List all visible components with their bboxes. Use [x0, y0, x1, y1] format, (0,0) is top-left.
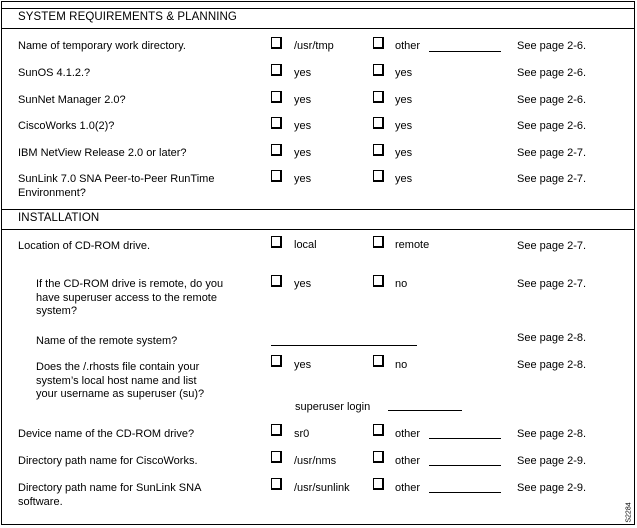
checkbox-yes-alt[interactable] — [373, 117, 384, 129]
row-label-sunlink — [18, 173, 214, 200]
row-label-superuser-access — [36, 278, 223, 319]
row-label-sunos: SunOS 4.1.2.? — [18, 67, 91, 79]
option-label: yes — [395, 67, 413, 79]
checkbox-no[interactable] — [373, 355, 384, 367]
section-title: INSTALLATION — [18, 212, 100, 224]
label-line: SunLink 7.0 SNA Peer-to-Peer RunTime — [18, 173, 215, 185]
option-label: yes — [395, 173, 413, 185]
checkbox-other[interactable] — [373, 424, 384, 436]
checkbox-remote[interactable] — [373, 236, 384, 248]
option-label: no — [395, 359, 408, 371]
option-label: remote — [395, 239, 430, 251]
option-label: yes — [395, 147, 413, 159]
other-input-line[interactable] — [429, 51, 501, 52]
checkbox-yes-alt[interactable] — [373, 144, 384, 156]
row-label-temp-dir: Name of temporary work directory. — [18, 40, 186, 52]
superuser-login-label: superuser login — [295, 401, 371, 413]
checkbox-yes-alt[interactable] — [373, 170, 384, 182]
figure-code-text: S2284 — [625, 502, 633, 523]
option-label: yes — [294, 278, 312, 290]
checkbox-yes[interactable] — [271, 64, 282, 76]
checkbox-other[interactable] — [373, 451, 384, 463]
other-input-line[interactable] — [429, 465, 501, 466]
option-label: no — [395, 278, 408, 290]
checkbox-yes[interactable] — [271, 117, 282, 129]
label-line: have superuser access to the remote — [36, 291, 217, 304]
checkbox-usr-nms[interactable] — [271, 451, 282, 463]
label-line: Does the /.rhosts file contain your — [36, 361, 200, 373]
option-label: sr0 — [294, 428, 310, 440]
label-line: Environment? — [18, 186, 86, 199]
page-reference: See page 2-7. — [517, 278, 587, 290]
option-label: yes — [294, 359, 312, 371]
page-reference: See page 2-9. — [517, 482, 587, 494]
option-label: yes — [294, 120, 312, 132]
option-label: other — [395, 428, 421, 440]
label-line: software. — [18, 495, 63, 508]
checkbox-sr0[interactable] — [271, 424, 282, 436]
page-reference: See page 2-8. — [517, 332, 587, 344]
checkbox-yes[interactable] — [271, 144, 282, 156]
page-reference: See page 2-6. — [517, 40, 587, 52]
page-reference: See page 2-7. — [517, 240, 587, 252]
page-reference: See page 2-6. — [517, 94, 587, 106]
page-reference: See page 2-6. — [517, 67, 587, 79]
option-label: /usr/nms — [294, 455, 337, 467]
checkbox-other[interactable] — [373, 37, 384, 49]
checkbox-yes[interactable] — [271, 275, 282, 287]
option-label: yes — [294, 94, 312, 106]
remote-system-input-line[interactable] — [271, 345, 417, 346]
row-label-sunnet: SunNet Manager 2.0? — [18, 94, 126, 106]
option-label: /usr/tmp — [294, 40, 334, 52]
row-label-remote-system: Name of the remote system? — [36, 335, 178, 347]
option-label: yes — [395, 94, 413, 106]
row-label-cdrom-location: Location of CD-ROM drive. — [18, 240, 151, 252]
checkbox-local[interactable] — [271, 236, 282, 248]
section-header-installation — [2, 209, 634, 230]
label-line: your username as superuser (su)? — [36, 388, 205, 400]
page-reference: See page 2-7. — [517, 147, 587, 159]
option-label: yes — [294, 67, 312, 79]
page-reference: See page 2-9. — [517, 455, 587, 467]
checkbox-yes-alt[interactable] — [373, 91, 384, 103]
section-header-system-requirements — [2, 8, 634, 29]
option-label: yes — [294, 173, 312, 185]
option-label: other — [395, 40, 421, 52]
option-label: yes — [395, 120, 413, 132]
page-reference: See page 2-7. — [517, 173, 587, 185]
row-label-rhosts — [36, 361, 204, 402]
other-input-line[interactable] — [429, 438, 501, 439]
checkbox-no[interactable] — [373, 275, 384, 287]
page-reference: See page 2-6. — [517, 120, 587, 132]
row-label-cdrom-device: Device name of the CD-ROM drive? — [18, 428, 195, 440]
option-label: other — [395, 455, 421, 467]
label-line: system? — [36, 305, 77, 317]
row-label-ciscoworks: CiscoWorks 1.0(2)? — [18, 120, 115, 132]
row-label-ciscoworks-path: Directory path name for CiscoWorks. — [18, 455, 198, 467]
option-label: local — [294, 239, 317, 251]
label-line: system’s local host name and list — [36, 374, 197, 387]
section-title: SYSTEM REQUIREMENTS & PLANNING — [18, 11, 237, 23]
option-label: /usr/sunlink — [294, 482, 350, 494]
checkbox-yes[interactable] — [271, 355, 282, 367]
label-line: Directory path name for SunLink SNA — [18, 482, 202, 494]
checkbox-yes-alt[interactable] — [373, 64, 384, 76]
checkbox-yes[interactable] — [271, 91, 282, 103]
page-reference: See page 2-8. — [517, 359, 587, 371]
row-label-netview: IBM NetView Release 2.0 or later? — [18, 147, 187, 159]
figure-code — [626, 503, 635, 525]
checkbox-yes[interactable] — [271, 170, 282, 182]
row-label-sunlink-path — [18, 482, 201, 509]
checkbox-usr-tmp[interactable] — [271, 37, 282, 49]
option-label: yes — [294, 147, 312, 159]
label-line: If the CD-ROM drive is remote, do you — [36, 278, 224, 290]
planning-worksheet — [1, 1, 635, 525]
checkbox-other[interactable] — [373, 478, 384, 490]
other-input-line[interactable] — [429, 492, 501, 493]
page-reference: See page 2-8. — [517, 428, 587, 440]
superuser-login-input-line[interactable] — [388, 410, 462, 411]
option-label: other — [395, 482, 421, 494]
checkbox-usr-sunlink[interactable] — [271, 478, 282, 490]
